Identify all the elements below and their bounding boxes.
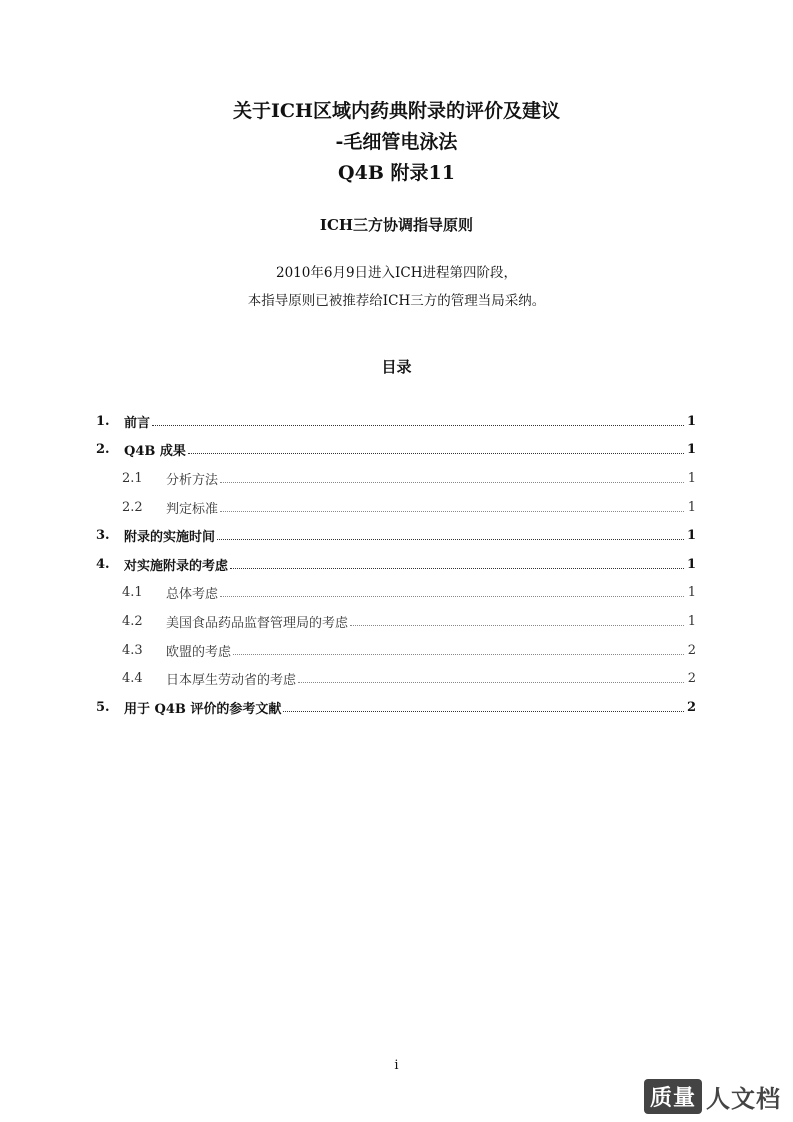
document-title-code: Q4B 附录11 bbox=[338, 162, 455, 184]
toc-entry-page: 2 bbox=[686, 699, 696, 715]
toc-dot-leader bbox=[220, 596, 684, 597]
toc-dot-leader bbox=[188, 453, 684, 454]
toc-entry[interactable] bbox=[96, 693, 696, 722]
toc-entry-number: 4.2 bbox=[122, 613, 143, 629]
toc-entry-label: 对实施附录的考虑 bbox=[124, 558, 229, 574]
toc-entry-page: 1 bbox=[687, 499, 696, 515]
toc-heading: 目录 bbox=[381, 358, 412, 376]
toc-entry-page: 1 bbox=[686, 413, 696, 429]
toc-dot-leader bbox=[220, 482, 684, 483]
toc-entry-number: 4.4 bbox=[122, 671, 143, 687]
toc-entry-label: 欧盟的考虑 bbox=[166, 644, 232, 660]
toc-entry-page: 1 bbox=[687, 585, 696, 601]
toc-entry[interactable] bbox=[96, 636, 696, 665]
toc-dot-leader bbox=[152, 425, 684, 426]
toc-entry[interactable] bbox=[96, 436, 696, 465]
toc-dot-leader bbox=[298, 682, 684, 683]
toc-entry-page: 1 bbox=[686, 528, 696, 544]
stage-note-line2: 本指导原则已被推荐给ICH三方的管理当局采纳。 bbox=[247, 293, 546, 309]
toc-entry-page: 2 bbox=[687, 642, 696, 658]
toc-entry-page: 2 bbox=[687, 671, 696, 687]
toc-dot-leader bbox=[350, 625, 684, 626]
toc-entry-number: 2.2 bbox=[122, 499, 143, 515]
toc-entry-label: 分析方法 bbox=[166, 472, 219, 488]
toc-entry-label: 日本厚生劳动省的考虑 bbox=[166, 673, 297, 689]
toc-entry[interactable] bbox=[96, 464, 696, 493]
toc-entry-label: 美国食品药品监督管理局的考虑 bbox=[166, 615, 349, 631]
toc-entry-number: 2.1 bbox=[122, 470, 143, 486]
toc-entry-label: 前言 bbox=[124, 415, 151, 431]
toc-dot-leader bbox=[220, 511, 684, 512]
document-title-method: -毛细管电泳法 bbox=[335, 131, 458, 153]
toc-entry-label: 总体考虑 bbox=[166, 587, 219, 603]
toc-dot-leader bbox=[233, 654, 684, 655]
watermark-logo bbox=[644, 1079, 781, 1114]
toc-entry[interactable] bbox=[96, 493, 696, 522]
toc-entry-number: 4.3 bbox=[122, 642, 143, 658]
toc-entry[interactable] bbox=[96, 664, 696, 693]
toc-dot-leader bbox=[217, 539, 684, 540]
toc-entry[interactable] bbox=[96, 521, 696, 550]
toc-entry-label: 用于 Q4B 评价的参考文献 bbox=[124, 701, 282, 717]
watermark-badge: 质量 bbox=[644, 1079, 702, 1114]
toc-entry-number: 4. bbox=[96, 556, 110, 572]
toc-entry[interactable] bbox=[96, 550, 696, 579]
toc-entry-number: 1. bbox=[96, 413, 110, 429]
toc-dot-leader bbox=[283, 711, 684, 712]
document-subtitle: ICH三方协调指导原则 bbox=[319, 216, 474, 234]
toc-entry-number: 5. bbox=[96, 699, 110, 715]
toc-entry-page: 1 bbox=[687, 613, 696, 629]
stage-note-line1: 2010年6月9日进入ICH进程第四阶段， bbox=[276, 265, 517, 281]
table-of-contents bbox=[96, 407, 696, 722]
watermark-text: 人文档 bbox=[706, 1085, 781, 1113]
toc-entry-page: 1 bbox=[687, 470, 696, 486]
toc-entry-label: Q4B 成果 bbox=[124, 444, 186, 460]
toc-entry[interactable] bbox=[96, 407, 696, 436]
toc-entry-number: 2. bbox=[96, 442, 110, 458]
toc-entry-label: 附录的实施时间 bbox=[124, 530, 216, 546]
toc-entry-number: 3. bbox=[96, 528, 110, 544]
toc-dot-leader bbox=[230, 568, 684, 569]
page-number: i bbox=[394, 1058, 399, 1073]
toc-entry-page: 1 bbox=[686, 442, 696, 458]
document-title: 关于ICH区域内药典附录的评价及建议 bbox=[233, 100, 560, 122]
toc-entry-number: 4.1 bbox=[122, 585, 143, 601]
toc-entry-label: 判定标准 bbox=[166, 501, 219, 517]
toc-entry[interactable] bbox=[96, 579, 696, 608]
toc-entry[interactable] bbox=[96, 607, 696, 636]
toc-entry-page: 1 bbox=[686, 556, 696, 572]
